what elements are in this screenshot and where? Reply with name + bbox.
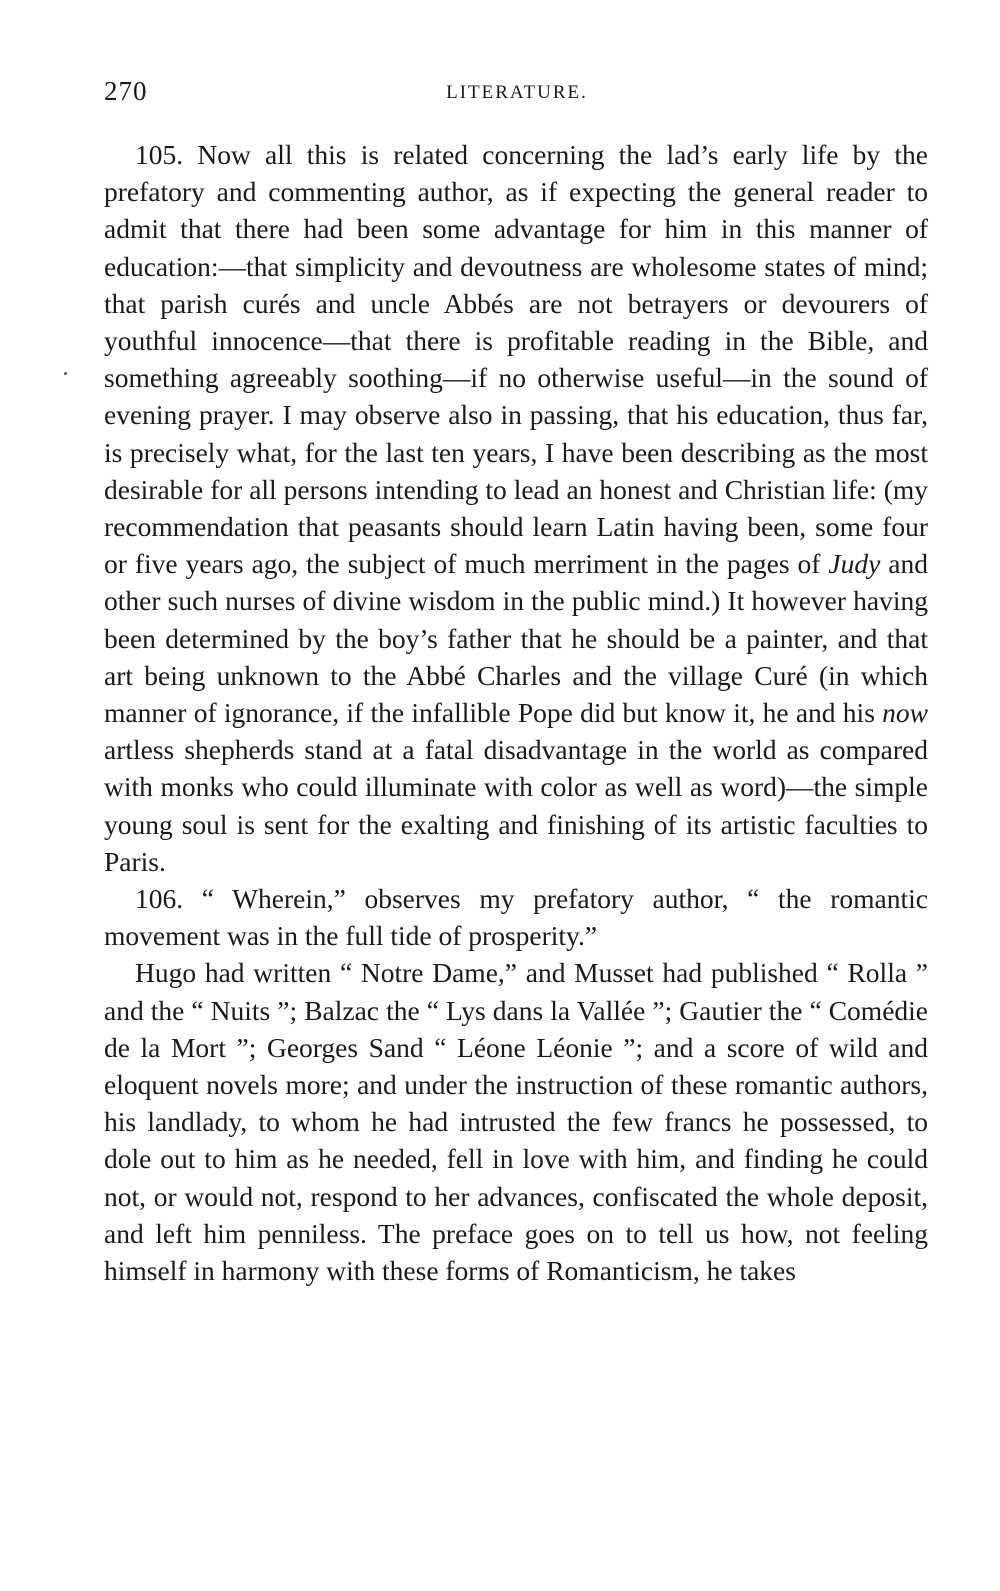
paragraph-106: [104, 880, 928, 954]
page-header: [104, 76, 930, 116]
paragraph-hugo: [104, 954, 928, 1289]
page-number: 270: [104, 76, 148, 106]
text-segment: artless shepherds stand at a fatal disadvantage in the world as compared with monks who could illuminate with color as well as word)—the simple young soul is sent for the exalting and finishing of its artistic faculties to Paris.: [104, 734, 928, 877]
paragraph-105: [104, 136, 928, 880]
text-segment: 106. “ Wherein,” observes my prefatory author, “ the romantic movement was in the full tide of prosperity.”: [104, 883, 928, 952]
running-head: LITERATURE.: [446, 82, 588, 103]
text-segment: 105. Now all this is related concerning the lad’s early life by the prefatory and commenting author, as if expecting the general reader to admit that there had been some advantage for him in this manner of education:—that simplicity and devoutness are wholesome states of mind; that parish curés and uncle Abbés are not betrayers or devourers of youthful innocence—that there is profitable reading in the Bible, and something agreeably soothing—if no otherwise useful—in the sound of evening prayer. I may observe also in passing, that his education, thus far, is precisely what, for the last ten years, I have been describing as the most desirable for all persons intending to lead an honest and Christian life: (my recommendation that peasants should learn Latin having been, some four or five years ago, the subject of much merriment in the pages of: [104, 139, 928, 580]
italic-title-judy: Judy: [828, 548, 881, 580]
text-segment: and other such nurses of divine wisdom in the public mind.) It however having been determined by the boy’s father that he should be a painter, and that art being unknown to the Abbé Charles and the village Curé (in which manner of ignorance, if the infallible Pope did but know it, he and his: [104, 548, 928, 729]
body-text: [104, 136, 928, 1289]
text-segment: Hugo had written “ Notre Dame,” and Musset had published “ Rolla ” and the “ Nuits ”; Balzac the “ Lys dans la Vallée ”; Gautier the “ Comédie de la Mort ”; Georges Sand “ Léone Léonie ”; and a score of wild and eloquent novels more; and under the instruction of these romantic authors, his landlady, to whom he had intrusted the few francs he possessed, to dole out to him as he needed, fell in love with him, and finding he could not, or would not, respond to her advances, confiscated the whole deposit, and left him penniless. The preface goes on to tell us how, not feeling himself in harmony with these forms of Romanticism, he takes: [104, 957, 928, 1287]
italic-word-now: now: [882, 697, 928, 729]
margin-speck: [64, 372, 67, 375]
